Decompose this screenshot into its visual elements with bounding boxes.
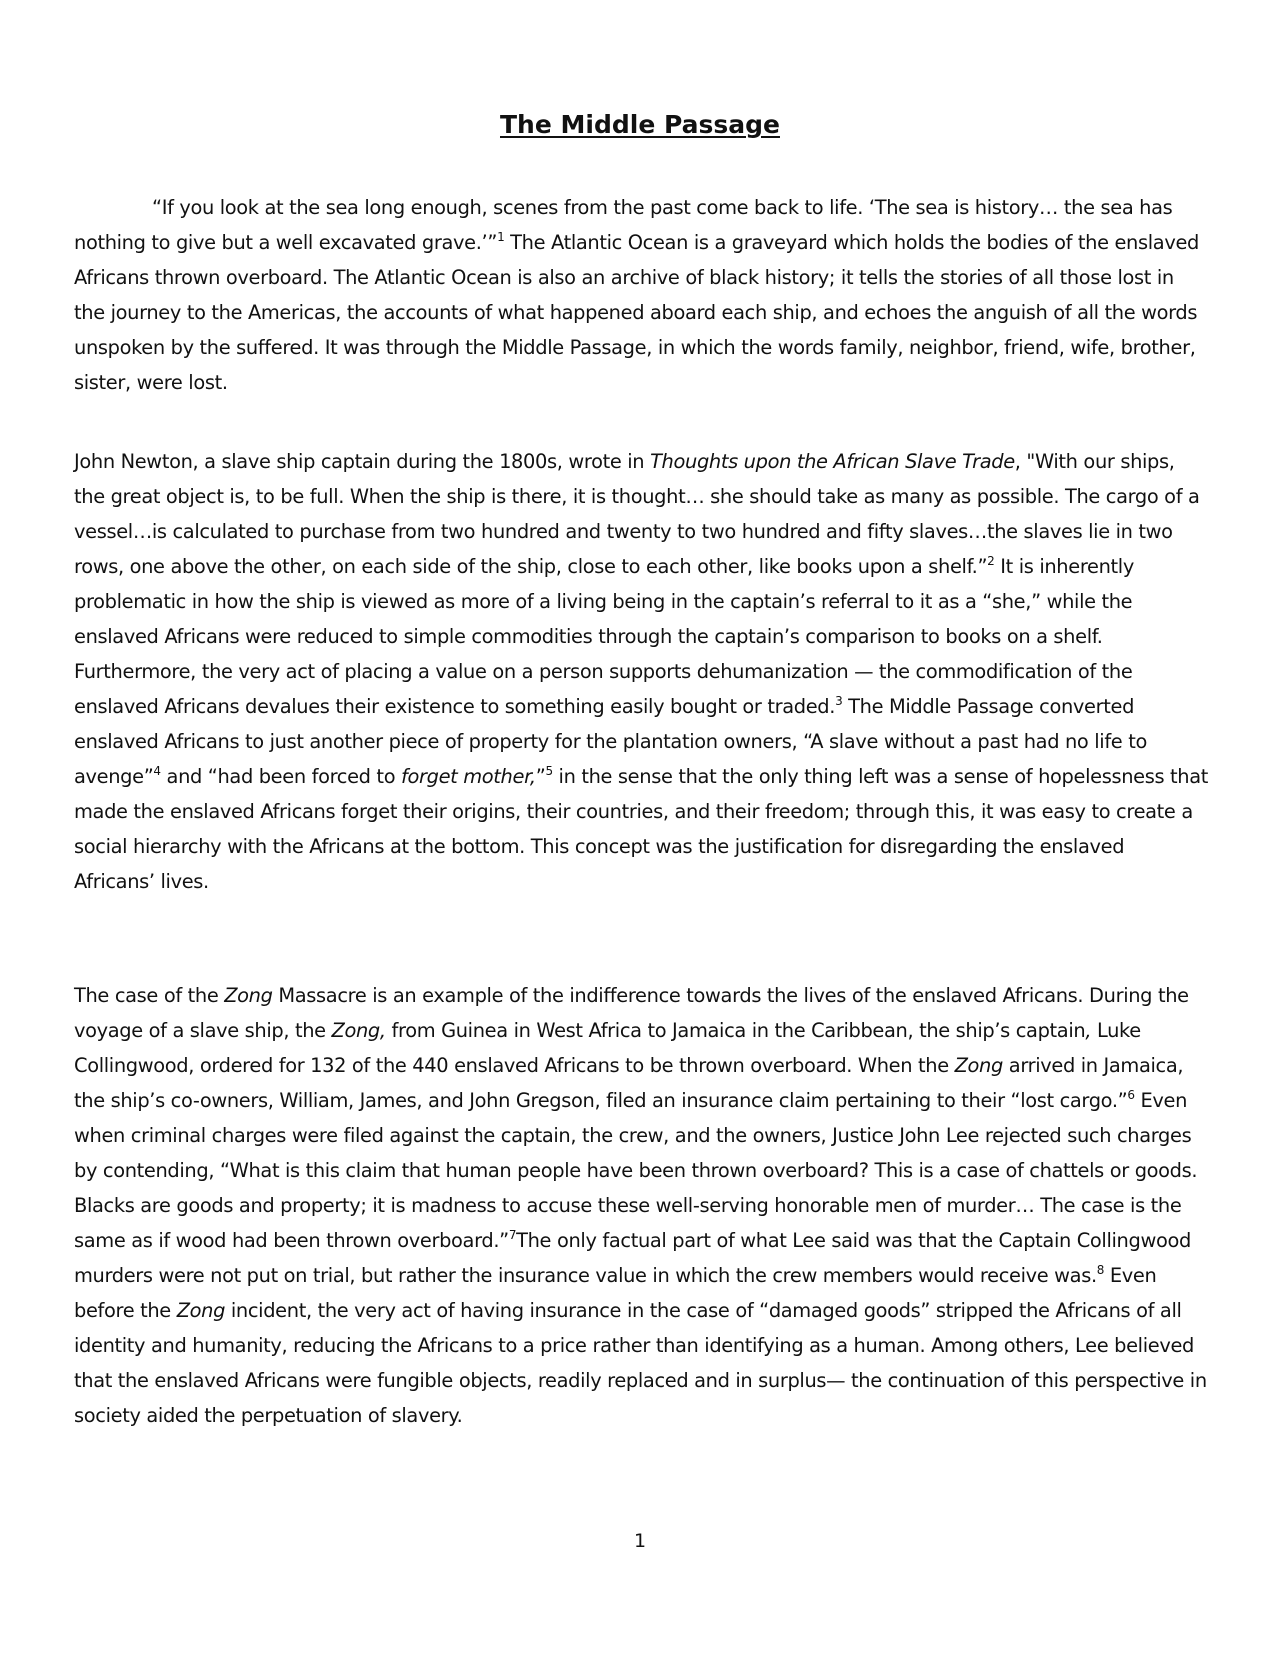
zong-italic-2: Zong, xyxy=(331,1019,386,1042)
document-title-text: The Middle Passage xyxy=(500,110,780,139)
paragraph-3-text-5: arrived in Jamaica, the ship’s co-owners, William, James, and John Gregson, filed an insurance claim pertaining to their “lost cargo.” xyxy=(74,1054,1184,1112)
footnote-ref-6: 6 xyxy=(1127,1087,1135,1102)
footnote-ref-5: 5 xyxy=(545,763,553,778)
page-number: 1 xyxy=(633,1530,647,1552)
paragraph-3-text-8: Even before the xyxy=(74,1264,1157,1322)
footnote-ref-4: 4 xyxy=(153,763,161,778)
footnote-ref-7: 7 xyxy=(508,1227,517,1242)
comma-italic: , xyxy=(1085,1019,1092,1042)
paragraph-3-text-6: Even when criminal charges were filed against the captain, the crew, and the owners, Justice John Lee rejected such charges by contending, “What is this claim that human people have been thrown overboard? This is a case of chattels or goods. Blacks are goods and property; it is madness to accuse these well-serving honorable men of murder… The case is the same as if wood had been thrown overboard.” xyxy=(74,1089,1198,1252)
paragraph-2-text-1: John Newton, a slave ship captain during the 1800s, wrote in xyxy=(74,450,651,473)
paragraph-1 xyxy=(74,190,1208,400)
paragraph-2 xyxy=(74,444,1208,899)
document-title xyxy=(0,108,1280,142)
paragraph-1-text-2: The Atlantic Ocean is a graveyard which holds the bodies of the enslaved Africans thrown overboard. The Atlantic Ocean is also an archive of black history; it tells the stories of all those lost in the journey to the Americas, the accounts of what happened aboard each ship, and echoes the anguish of all the words unspoken by the suffered. It was through the Middle Passage, in which the words family, neighbor, friend, wife, brother, sister, were lost. xyxy=(74,231,1199,394)
footnote-ref-1: 1 xyxy=(497,229,505,244)
book-title-italic: Thoughts upon the African Slave Trade xyxy=(650,450,1015,473)
footnote-ref-3: 3 xyxy=(835,693,843,708)
paragraph-2-text-5: and “had been forced to xyxy=(160,765,402,788)
paragraph-2-text-2: , "With our ships, the great object is, to be full. When the ship is there, it is thought… she should take as many as possible. The cargo of a vessel…is calculated to purchase from two hundred and twenty to two hundred and fifty slaves…the slaves lie in two rows, one above the other, on each side of the ship, close to each other, like books upon a shelf.” xyxy=(74,450,1200,578)
paragraph-2-text-6: ” xyxy=(535,765,546,788)
paragraph-3-text-2: Massacre is an example of the indifference towards the lives of the enslaved Africans. During the voyage of a slave ship, the xyxy=(74,984,1189,1042)
paragraph-3-text-1: The case of the xyxy=(74,984,225,1007)
paragraph-3-text-9: incident, the very act of having insurance in the case of “damaged goods” stripped the Africans of all identity and humanity, reducing the Africans to a price rather than identifying as a human. Among others, Lee believed that the enslaved Africans were fungible objects, readily replaced and in surplus— the continuation of this perspective in society aided the perpetuation of slavery. xyxy=(74,1299,1207,1427)
paragraph-3-text-7: The only factual part of what Lee said was that the Captain Collingwood murders were not put on trial, but rather the insurance value in which the crew members would receive was. xyxy=(74,1229,1191,1287)
paragraph-3-text-4: Luke Collingwood, ordered for 132 of the 440 enslaved Africans to be thrown overboard. When the xyxy=(74,1019,1141,1077)
footnote-ref-8: 8 xyxy=(1096,1262,1105,1277)
zong-italic-4: Zong xyxy=(176,1299,226,1322)
zong-italic-3: Zong xyxy=(954,1054,1003,1077)
paragraph-3 xyxy=(74,978,1208,1433)
paragraph-1-text-1: “If you look at the sea long enough, scenes from the past come back to life. ‘The sea is history… the sea has nothing to give but a well excavated grave.’” xyxy=(74,196,1173,254)
quote-italic: forget mother, xyxy=(401,765,536,788)
paragraph-2-text-7: in the sense that the only thing left was a sense of hopelessness that made the enslaved Africans forget their origins, their countries, and their freedom; through this, it was easy to create a social hierarchy with the Africans at the bottom. This concept was the justification for disregarding the enslaved Africans’ lives. xyxy=(74,765,1209,893)
paragraph-2-text-4: The Middle Passage converted enslaved Africans to just another piece of property for the plantation owners, “A slave without a past had no life to avenge” xyxy=(74,695,1147,788)
footnote-ref-2: 2 xyxy=(987,553,995,568)
paragraph-3-text-3: from Guinea in West Africa to Jamaica in the Caribbean, the ship’s captain xyxy=(385,1019,1086,1042)
zong-italic-1: Zong xyxy=(224,984,273,1007)
paragraph-2-text-3: It is inherently problematic in how the ship is viewed as more of a living being in the captain’s referral to it as a “she,” while the enslaved Africans were reduced to simple commodities through the captain’s comparison to books on a shelf. Furthermore, the very act of placing a value on a person supports dehumanization — the commodification of the enslaved Africans devalues their existence to something easily bought or traded. xyxy=(74,555,1134,718)
